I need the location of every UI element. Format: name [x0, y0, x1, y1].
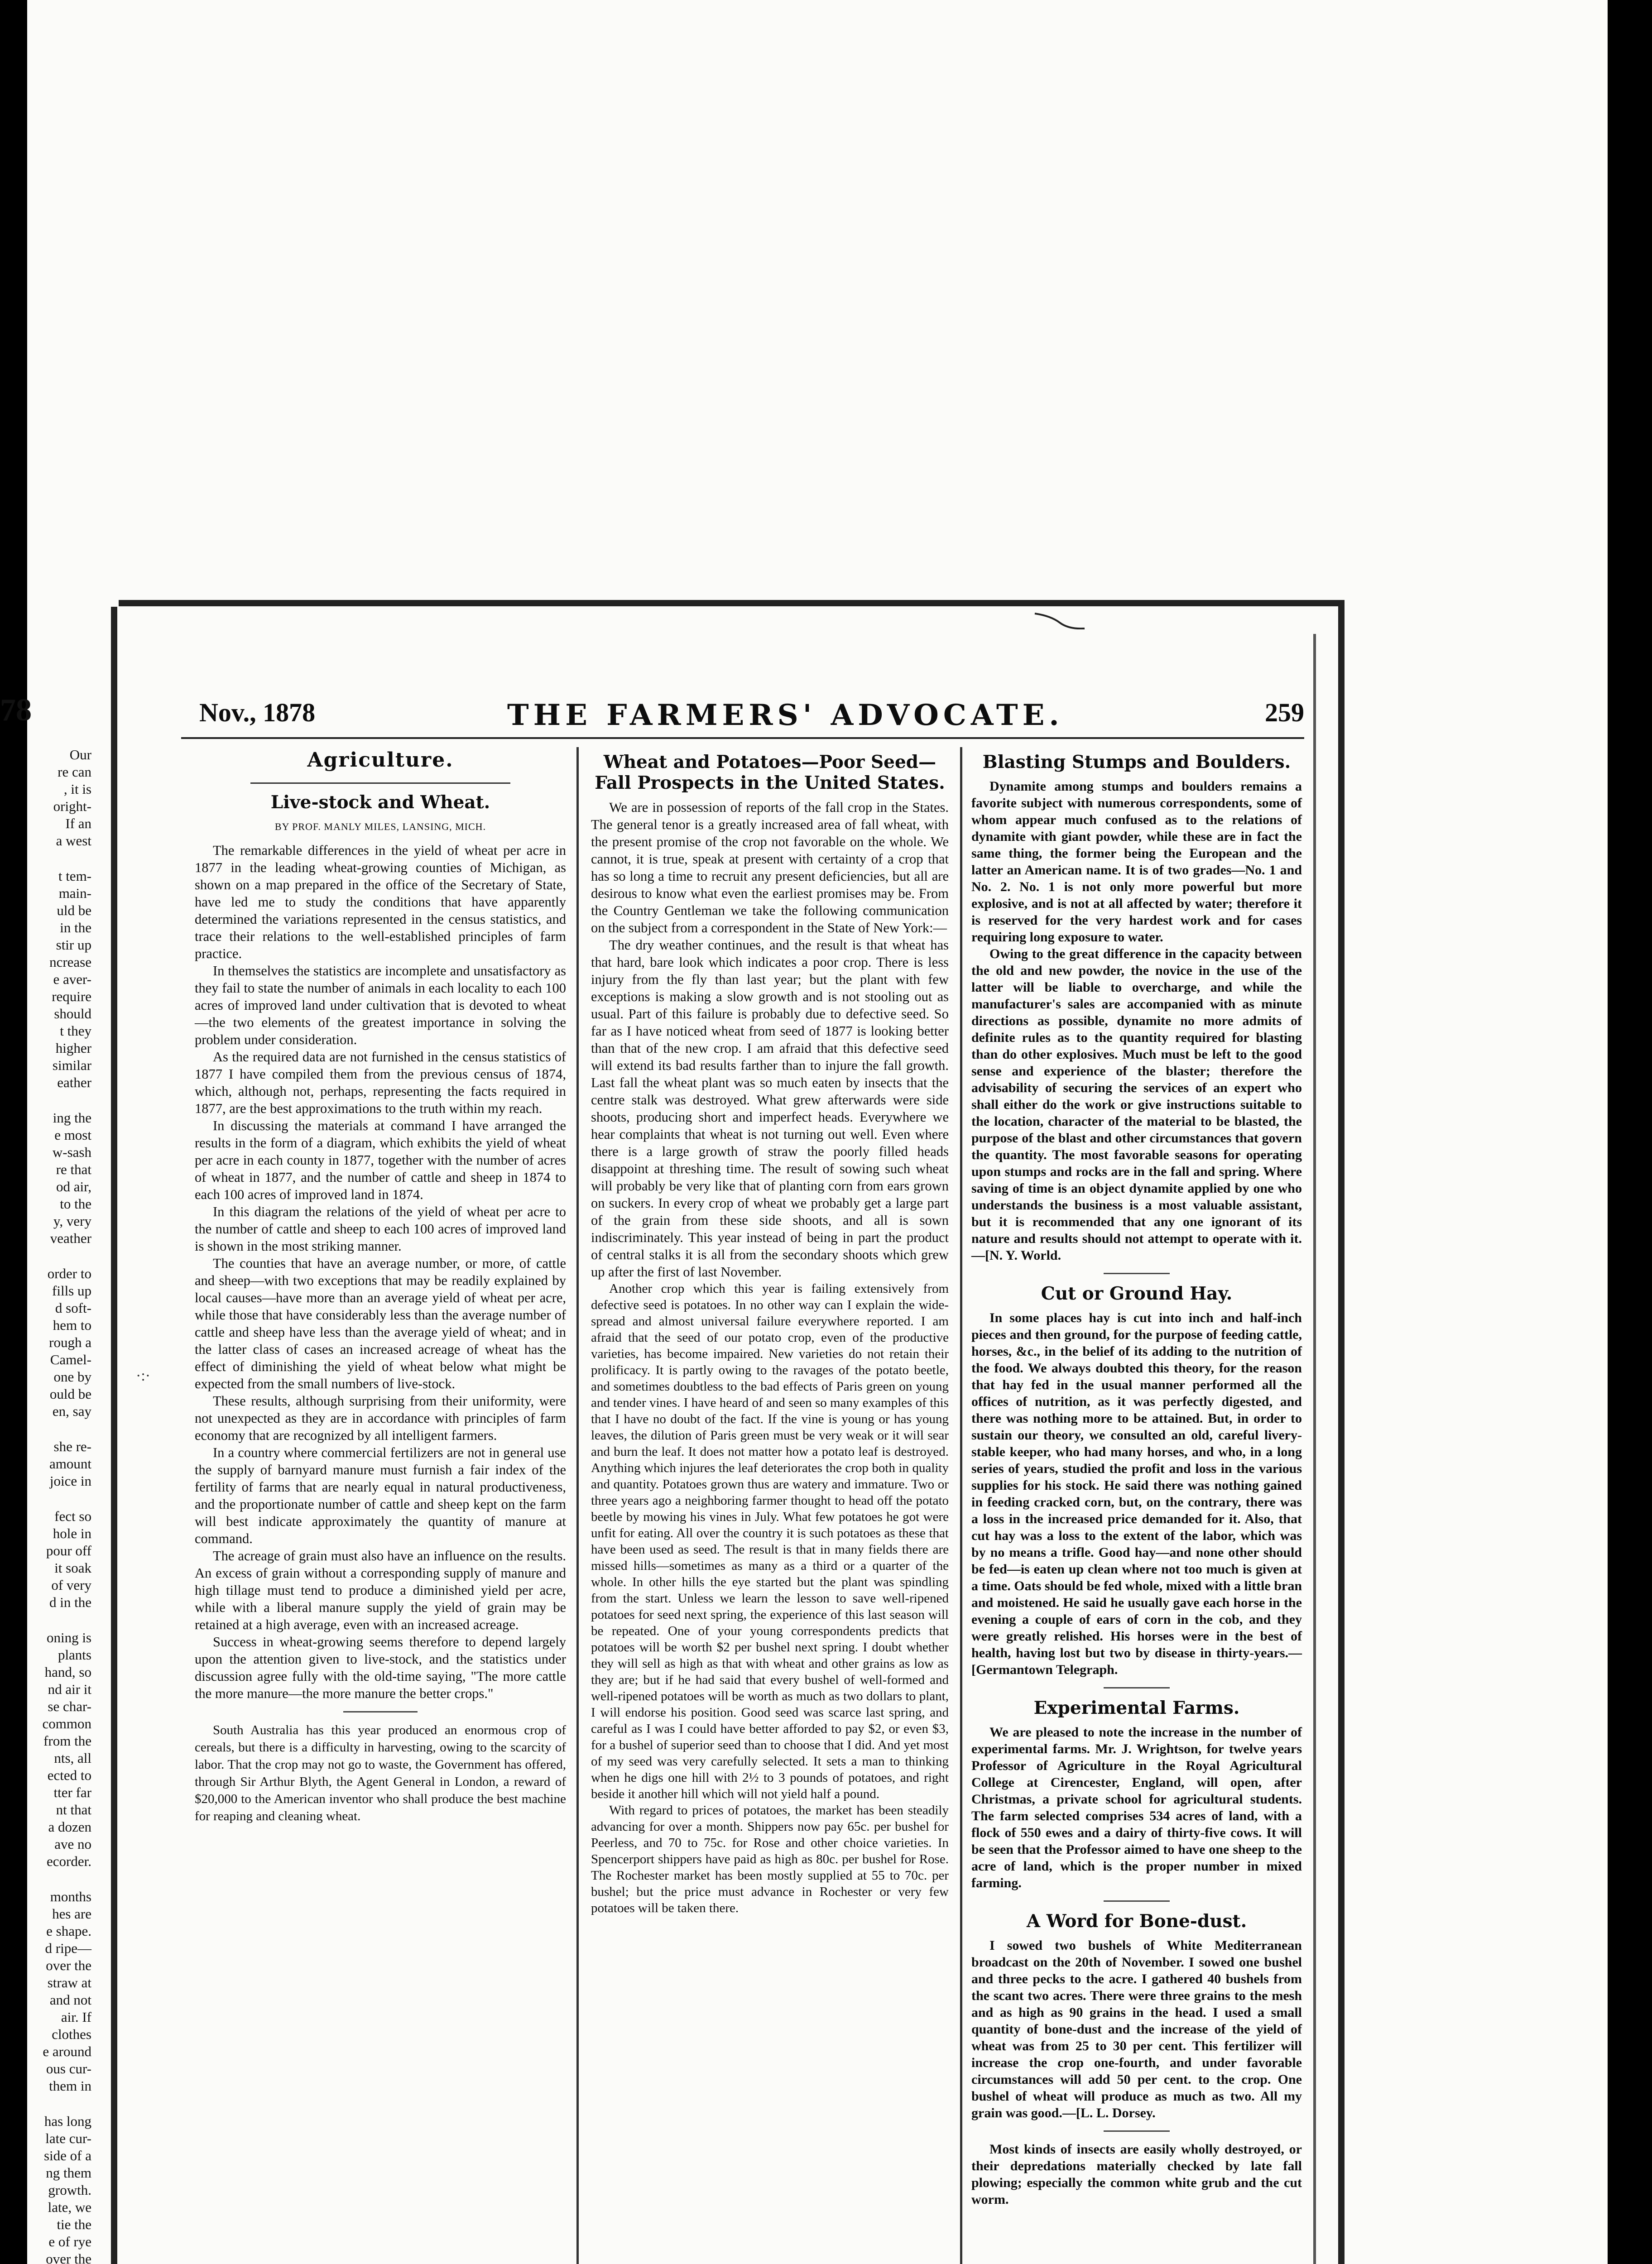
paragraph: These results, although surprising from their uniformity, were not unexpected as they are in accordance with principles of farm economy that are recognized by all intelligent farmers. — [195, 1393, 566, 1443]
paragraph: The dry weather continues, and the result is that wheat has that hard, bare look which indicates a poor crop. There is less injury from the fly than last year; but the plant with few exceptions is making a slow growth and is not stooling out as usual. Part of this failure is probably due to defective seed. So far as I have noticed wheat from seed of 1877 is looking better than that of the new crop. I am afraid that this defective seed will extend its bad results farther than to injure the fall growth. Last fall the wheat plant was so much eaten by insects that the centre stalk was destroyed. What grew afterwards were side shoots, producing short and imperfect heads. Everywhere we hear complaints that wheat is not turning out well. Even where there is a large growth of straw the poorly filled heads disappoint at threshing time. The result of sowing such wheat will probably be very like that of planting corn from ears grown on suckers. In every crop of wheat we probably get a large part of the grain from these side shoots, and all is sown indiscriminately. This year instead of being in part the product of central stalks it is all from the secondary shoots which grew up after the first of last November. — [591, 937, 949, 1280]
heading-rule — [250, 782, 510, 784]
facing-page-line: order to — [47, 1266, 91, 1281]
facing-page-line: clothes — [52, 2026, 91, 2042]
article-body — [971, 1724, 1302, 1891]
paragraph: The remarkable differences in the yield of wheat per acre in 1877 in the leading wheat-growing counties of Michigan, as shown on a map prepared in the office of the Secretary of State, have led me to study the conditions that have apparently determined the variations represented in the census statistics, and trace their relations to the well-established principles of farm practice. — [195, 843, 566, 961]
article-body — [971, 1937, 1302, 2121]
facing-page-line: hand, so — [44, 1664, 91, 1680]
facing-page-line: re can — [58, 764, 91, 780]
facing-page-line: ng them — [46, 2165, 91, 2181]
facing-page-line: e aver- — [53, 971, 91, 987]
paragraph: In discussing the materials at command I have arranged the results in the form of a diagram, which exhibits the yield of wheat per acre in each county in 1877, together with the number of acres of wheat in 1877, and the number of cattle and sheep in 1874 to each 100 acres of improved land in 1874. — [195, 1118, 566, 1202]
facing-page-line: air. If — [61, 2009, 91, 2025]
facing-page-line: en, say — [52, 1403, 91, 1419]
facing-page-line: t tem- — [58, 868, 91, 884]
facing-page-line: w-sash — [52, 1144, 91, 1160]
news-note: Most kinds of insects are easily wholly destroyed, or their depredations materially checked by late fall plowing; especially the common white grub and the cut worm. — [971, 2142, 1302, 2207]
article-body — [971, 1309, 1302, 1678]
gutter-shadow — [111, 607, 117, 2264]
facing-page-line: e most — [54, 1127, 91, 1143]
article-title: Blasting Stumps and Boulders. — [982, 752, 1291, 772]
facing-page-line: pour off — [46, 1543, 91, 1559]
article-body — [591, 799, 949, 1916]
facing-page-line: ave no — [54, 1836, 91, 1852]
column-3 — [971, 747, 1302, 2208]
facing-page-line: y, very — [53, 1213, 91, 1229]
article-title: A Word for Bone-dust. — [1026, 1911, 1247, 1932]
facing-page-line: ould be — [49, 1386, 91, 1402]
facing-page-gap — [0, 2095, 95, 2113]
facing-page-line: over the — [46, 2251, 91, 2264]
facing-page-line: Camel- — [50, 1352, 91, 1367]
facing-page-line: one by — [53, 1369, 91, 1385]
facing-page-line: late, we — [48, 2199, 91, 2215]
paragraph: I sowed two bushels of White Mediterranean broadcast on the 20th of November. I sowed one bushel and three pecks to the acre. I gathered 40 bushels from the scant two acres. There were three grains to the mesh and as high as 90 grains in the head. I used a small quantity of bone-dust and the increase of the yield of wheat was from 25 to 30 per cent. This fertilizer will increase the crop one-fourth, and under favorable circumstances will add 50 per cent. to the crop. One bushel of wheat will produce as much as two. All my grain was good.—[L. L. Dorsey. — [971, 1938, 1302, 2120]
facing-page-line: nts, all — [54, 1750, 91, 1766]
facing-page-line: she re- — [53, 1439, 91, 1454]
facing-page-line: months — [50, 1889, 91, 1904]
facing-page-line: oning is — [46, 1630, 91, 1645]
facing-page-line: hem to — [53, 1317, 91, 1333]
facing-page-line: d soft- — [55, 1300, 91, 1316]
facing-page-line: , it is — [63, 781, 91, 797]
facing-page-line: oright- — [53, 798, 91, 814]
facing-page-line: stir up — [56, 937, 91, 953]
article-title: Live-stock and Wheat. — [270, 792, 490, 813]
facing-page-line: growth. — [48, 2182, 91, 2198]
divider — [1104, 1687, 1170, 1688]
section-heading: Agriculture. — [307, 748, 454, 772]
paragraph: In themselves the statistics are incomplete and unsatisfactory as they fail to state the number of animals in each locality to each 100 acres of improved land under cultivation that is devoted to wheat—the two elements of the greatest importance in solving the problem under consideration. — [195, 963, 566, 1047]
divider — [1104, 1900, 1170, 1902]
facing-page-line: a west — [56, 833, 91, 849]
facing-page-line: t they — [60, 1023, 91, 1039]
article-title: Cut or Ground Hay. — [1041, 1283, 1233, 1304]
facing-page-line: e shape. — [46, 1923, 91, 1939]
facing-page-line: eather — [57, 1074, 91, 1090]
paragraph: Dynamite among stumps and boulders remains a favorite subject with numerous correspondents, some of whom appear much confused as to the relations of dynamite with giant powder, while these are in fact the same thing, the former being the European and the latter an American name. It is of two grades—No. 1 and No. 2. No. 1 is not only more powerful but more explosive, and is not at all affected by water; therefore it is reserved for the very hardest work and for cases requiring long exposure to water. — [971, 779, 1302, 945]
masthead-title: THE FARMERS' ADVOCATE. — [507, 698, 1064, 732]
divider — [343, 1711, 418, 1712]
paragraph: As the required data are not furnished in the census statistics of 1877 I have compiled them from the previous census of 1874, which, although not, perhaps, representing the facts required in 1877, are the best approximations to the truth within my reach. — [195, 1049, 566, 1116]
facing-page-line: ing the — [53, 1110, 91, 1126]
facing-page-gap — [0, 1870, 95, 1888]
facing-page-line: Our — [69, 747, 91, 763]
facing-page-gap — [0, 1490, 95, 1508]
divider — [1104, 1273, 1170, 1274]
facing-page-fragment — [0, 607, 95, 2264]
facing-page-line: rough a — [49, 1334, 91, 1350]
news-note: South Australia has this year produced an enormous crop of cereals, but there is a difficulty in harvesting, owing to the scarcity of labor. That the crop may not go to waste, the Government has offered, through Sir Arthur Blyth, the Agent General in London, a reward of $20,000 to the American inventor who shall produce the best machine for reaping and cleaning wheat. — [195, 1723, 566, 1823]
facing-page-gap — [0, 1091, 95, 1109]
column-rule — [960, 747, 962, 2264]
newspaper-page — [181, 697, 1304, 2264]
facing-page-line: late cur- — [45, 2130, 91, 2146]
facing-page-line: veather — [50, 1230, 91, 1246]
facing-page-line: over the — [46, 1957, 91, 1973]
facing-page-line: common — [42, 1716, 91, 1732]
facing-page-gap — [0, 1611, 95, 1629]
facing-page-line: them in — [49, 2078, 91, 2094]
article-byline: BY PROF. MANLY MILES, LANSING, MICH. — [274, 821, 486, 832]
facing-page-line: plants — [58, 1647, 91, 1663]
article-body — [971, 778, 1302, 1264]
facing-page-line: amount — [49, 1456, 91, 1472]
facing-page-gap — [0, 849, 95, 868]
facing-page-line: ous cur- — [46, 2061, 91, 2077]
paragraph: We are in possession of reports of the fall crop in the States. The general tenor is a greatly increased area of fall wheat, with the present promise of the crop not favorable on the whole. We cannot, it is true, speak at present with certainty of a crop that has so long a time to recruit any present deficiencies, but all are desirous to know what even the earliest promises may be. From the Country Gentleman we take the following communication on the subject from a correspondent in the State of New York:— — [591, 800, 949, 935]
facing-page-line: straw at — [47, 1975, 91, 1991]
facing-page-line: nt that — [56, 1802, 91, 1818]
facing-page-number: 78 — [0, 693, 32, 728]
facing-page-line: main- — [58, 885, 91, 901]
facing-page-line: ncrease — [49, 954, 91, 970]
facing-page-line: side of a — [43, 2148, 91, 2163]
pen-mark — [1032, 611, 1087, 629]
facing-page-line: e of rye — [48, 2234, 91, 2250]
paragraph: In this diagram the relations of the yield of wheat per acre to the number of cattle and sheep to each 100 acres of improved land is shown in the most striking manner. — [195, 1204, 566, 1254]
facing-page-gap — [0, 1247, 95, 1265]
facing-page-line: to the — [60, 1196, 91, 1212]
facing-page-line: in the — [60, 920, 91, 935]
issue-date: Nov., 1878 — [199, 698, 316, 727]
facing-page-line: uld be — [57, 902, 91, 918]
facing-page-gap — [0, 1420, 95, 1438]
facing-page-line: e around — [43, 2043, 91, 2059]
paragraph: The counties that have an average number, or more, of cattle and sheep—with two exceptions that may be readily explained by local causes—have more than an average yield of wheat per acre, while those that have considerably less than the average number of cattle and sheep have less than the average yield of wheat; and in the latter class of cases an increased acreage of wheat has the effect of diminishing the yield of wheat below what might be expected from the small numbers of live-stock. — [195, 1256, 566, 1391]
facing-page-line: should — [54, 1006, 91, 1022]
column-2 — [591, 747, 949, 1916]
facing-page-line: a dozen — [48, 1819, 91, 1835]
paragraph: In a country where commercial fertilizers are not in general use the supply of barnyard manure must furnish a fair index of the fertility of farms that are nearly equal in natural productiveness, and the proportionate number of cattle and sheep kept on the farm will best indicate approximately the quantity of manure at command. — [195, 1445, 566, 1546]
facing-page-line: require — [52, 988, 91, 1004]
facing-page-line: joice in — [49, 1473, 91, 1489]
page-border-right — [1338, 600, 1345, 2264]
facing-page-line: ected to — [47, 1767, 91, 1783]
facing-page-line: has long — [44, 2113, 91, 2129]
header-rule — [181, 737, 1304, 739]
facing-page-line: od air, — [56, 1179, 91, 1194]
paragraph: In some places hay is cut into inch and half-inch pieces and then ground, for the purpose of feeding cattle, horses, &c., in the belief of its adding to the nutrition of the food. We always doubted this theory, for the reason that hay fed in the usual manner performed all the offices of nutrition, as it was perfectly digested, and there was nothing more to be attained. But, in order to sustain our theory, we consulted an old, careful livery-stable keeper, who had many horses, and who, in a long series of years, studied the profit and loss in the various supplies for his stock. He said there was nothing gained in feeding cracked corn, but, on the contrary, there was a loss in the increased price demanded for it. Also, that cut hay was a loss to the extent of the labor, which was by no means a trifle. Good hay—and none other should be fed—is eaten up clean where not too much is given at a time. Oats should be fed whole, mixed with a little bran and moistened. He said he usually gave each horse in the evening a couple of ears of corn in the cob, and they were greatly relished. His horses were in the best of health, having lost but two by disease in thirty-years.—[Germantown Telegraph. — [971, 1310, 1302, 1677]
facing-page-line: ecorder. — [47, 1853, 91, 1869]
article-title: Experimental Farms. — [1033, 1698, 1240, 1718]
facing-page-line: d ripe— — [45, 1940, 91, 1956]
facing-page-line: and not — [49, 1992, 91, 2008]
inner-right-rule — [1313, 634, 1316, 2264]
facing-page-lines — [0, 746, 95, 2264]
paragraph: Owing to the great difference in the capacity between the old and new powder, the novice in the use of the latter will be liable to overcharge, and while the manufacturer's sales are accompanied with as minute directions as possible, dynamite no more admits of definite rules as to the quantity required for blasting than do other explosives. Much must be left to the good sense and experience of the blaster; therefore the advisability of securing the services of an expert who shall either do the work or give instructions suitable to the location, character of the material to be blasted, the purpose of the blast and other circumstances that govern the quantity. The most favorable seasons for operating upon stumps and rocks are in the fall and spring. Where saving of time is an object dynamite applied by one who understands the business is a most valuable assistant, but it is recommended that any one ignorant of its nature and results should not attempt to operate with it.—[N. Y. World. — [971, 946, 1302, 1263]
facing-page-line: re that — [56, 1161, 91, 1177]
paragraph: The acreage of grain must also have an influence on the results. An excess of grain without a corresponding supply of manure and high tillage must tend to produce a diminished yield per acre, while with a liberal manure supply the yield of grain may be retained at a high average, even with an increased acreage. — [195, 1548, 566, 1632]
divider — [1104, 2130, 1170, 2132]
facing-page-line: from the — [43, 1733, 91, 1749]
facing-page-line: it soak — [54, 1560, 91, 1576]
facing-page-line: If an — [65, 815, 91, 831]
facing-page-line: fills up — [52, 1283, 91, 1299]
paragraph: Success in wheat-growing seems therefore to depend largely upon the attention given to live-stock, and the statistics under discussion agree fully with the old-time saying, "The more cattle the more manure—the more manure the better crops." — [195, 1634, 566, 1701]
column-rule — [576, 747, 579, 2264]
paragraph: We are pleased to note the increase in the number of experimental farms. Mr. J. Wrightson, for twelve years Professor of Agriculture in the Royal Agricultural College at Cirencester, England, will open, after Christmas, a private school for agricultural students. The farm selected comprises 534 acres of land, with a flock of 550 ewes and a dairy of thirty-five cows. It will be seen that the Professor aimed to have one sheep to the acre of land, which is the proper number in mixed farming. — [971, 1725, 1302, 1890]
page-number: 259 — [1265, 698, 1304, 727]
facing-page-line: of very — [51, 1577, 91, 1593]
facing-page-line: tie the — [57, 2216, 91, 2232]
paragraph: Another crop which this year is failing extensively from defective seed is potatoes. In no other way can I explain the wide-spread and almost universal failure everywhere reported. I am afraid that the seed of our potato crop, even of the productive varieties, has become impaired. New varieties do not retain their prolificacy. It is partly owing to the ravages of the potato beetle, and sometimes doubtless to the bad effects of Paris green on young and tender vines. I have heard of and seen so many examples of this that I have no doubt of the fact. If the vine is young or has young leaves, the dilution of Paris green must be very weak or it will sear and burn the leaf. It does not matter how a potato leaf is destroyed. Anything which injures the leaf deteriorates the crop both in quality and quantity. Potatoes grown thus are watery and immature. Two or three years ago a neighboring farmer thought to head off the potato beetle by mowing his vines in July. What few potatoes he got were unfit for eating. All over the country it is such potatoes as these that have been used as seed. The result is that in many fields there are missed hills—sometimes as many as a third or a quarter of the whole. In other hills the eye started but the plant was spindling from the start. Unless we learn the lesson to save well-ripened potatoes for seed next spring, the experience of this last season will be repeated. One of your young correspondents predicts that potatoes will be worth $2 per bushel next spring. I doubt whether they will sell as high as that with wheat and other grains as low as they are; but if he had said that every bushel of well-formed and well-ripened potatoes will be worth as much as two dollars to plant, I will endorse his position. Good seed was scarce last spring, and careful as I was I could have better afforded to pay $2, or even $3, for a bushel of superior seed than to choose that I did. And yet most of my seed was very carefully selected. It sets a man to thinking when he digs one hill with 2½ to 3 pounds of potatoes, and right beside it another hill which will not yield half a pound. — [591, 1281, 949, 1801]
facing-page-line: fect so — [54, 1508, 91, 1524]
facing-page-line: tter far — [53, 1784, 91, 1800]
facing-page-line: higher — [55, 1040, 91, 1056]
facing-page-line: se char- — [48, 1698, 91, 1714]
facing-page-line: nd air it — [48, 1681, 91, 1697]
column-1 — [195, 747, 566, 1825]
article-body — [195, 842, 566, 1702]
facing-page-line: hole in — [53, 1525, 91, 1541]
article-title: Wheat and Potatoes—Poor Seed—Fall Prospects in the United States. — [595, 752, 945, 793]
stray-mark: ·:· — [136, 1367, 151, 1384]
facing-page-line: d in the — [49, 1594, 91, 1610]
facing-page-line: hes are — [52, 1906, 91, 1922]
facing-page-line: similar — [52, 1057, 91, 1073]
paragraph: With regard to prices of potatoes, the market has been steadily advancing for over a month. Shippers now pay 65c. per bushel for Peerless, and 70 to 75c. for Rose and other choice varieties. In Spencerport shippers have paid as high as 80c. per bushel for Rose. The Rochester market has been mostly supplied at 55 to 70c. per bushel; but the price must advance in Rochester or very few potatoes will be taken there. — [591, 1803, 949, 1915]
page-border-top — [119, 600, 1341, 606]
page-header — [181, 697, 1304, 738]
